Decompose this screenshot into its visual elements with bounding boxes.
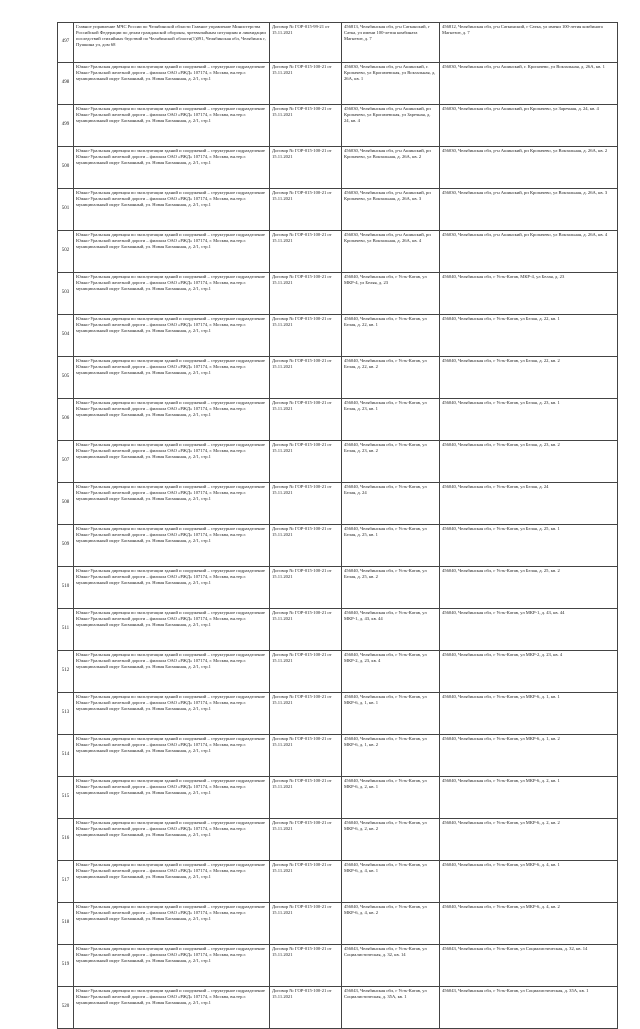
organization-cell: Южно-Уральская дирекция по эксплуатации зданий и сооружений – структурное подразделение Южно-Уральской железной дороги – филиала ОАО «РЖД» 107174, г. Москва, вн.тер.г. муниципальный округ Басманный, ул. Новая Басманная, д. 2/1, стр.1 [74,105,270,147]
contract-cell: Договор № ГОР-015-100-21 от 15.11.2021 [270,357,342,399]
table-row [58,357,618,399]
organization-cell: Южно-Уральская дирекция по эксплуатации зданий и сооружений – структурное подразделение Южно-Уральской железной дороги – филиала ОАО «РЖД» 107174, г. Москва, вн.тер.г. муниципальный округ Басманный, ул. Новая Басманная, д. 2/1, стр.1 [74,819,270,861]
organization-cell: Южно-Уральская дирекция по эксплуатации зданий и сооружений – структурное подразделение Южно-Уральской железной дороги – филиала ОАО «РЖД» 107174, г. Москва, вн.тер.г. муниципальный округ Басманный, ул. Новая Басманная, д. 2/1, стр.1 [74,483,270,525]
organization-cell: Южно-Уральская дирекция по эксплуатации зданий и сооружений – структурное подразделение Южно-Уральской железной дороги – филиала ОАО «РЖД» 107174, г. Москва, вн.тер.г. муниципальный округ Басманный, ул. Новая Басманная, д. 2/1, стр.1 [74,315,270,357]
address-alt-cell: 456040, Челябинская обл, г Усть-Катав, ул МКР-6, д. 4, кв. 1 [440,861,618,903]
organization-cell: Южно-Уральская дирекция по эксплуатации зданий и сооружений – структурное подразделение Южно-Уральской железной дороги – филиала ОАО «РЖД» 107174, г. Москва, вн.тер.г. муниципальный округ Басманный, ул. Новая Басманная, д. 2/1, стр.1 [74,651,270,693]
row-number: 519 [58,945,74,987]
organization-cell: Южно-Уральская дирекция по эксплуатации зданий и сооружений – структурное подразделение Южно-Уральской железной дороги – филиала ОАО «РЖД» 107174, г. Москва, вн.тер.г. муниципальный округ Басманный, ул. Новая Басманная, д. 2/1, стр.1 [74,945,270,987]
table-row [58,567,618,609]
contract-cell: Договор № ГОР-015-100-21 от 15.11.2021 [270,189,342,231]
row-number: 506 [58,399,74,441]
contract-cell: Договор № ГОР-015-100-21 от 15.11.2021 [270,231,342,273]
address-alt-cell: 456043, Челябинская обл, г Усть-Катав, ул Социалистическая, д. 32, кв. 14 [440,945,618,987]
table-row [58,861,618,903]
address-alt-cell: 456040, Челябинская обл, г Усть-Катав, ул Белая, д. 22, кв. 1 [440,315,618,357]
row-number: 497 [58,23,74,63]
contract-cell: Договор № ГОР-015-100-21 от 15.11.2021 [270,735,342,777]
row-number: 508 [58,483,74,525]
table-row [58,147,618,189]
row-number: 518 [58,903,74,945]
table-row [58,273,618,315]
registry-table-body [58,23,618,1029]
contract-cell: Договор № ГОР-015-100-21 от 15.11.2021 [270,609,342,651]
table-row [58,23,618,63]
contract-cell: Договор № ГОР-015-100-21 от 15.11.2021 [270,525,342,567]
row-number: 503 [58,273,74,315]
row-number: 499 [58,105,74,147]
address-alt-cell: 456040, Челябинская обл, г Усть-Катав, ул МКР-6, д. 1, кв. 2 [440,735,618,777]
address-cell: 456040, Челябинская обл, г Усть-Катав, ул МКР-4, ул Беляя, д. 23 [342,273,440,315]
contract-cell: Договор № ГОР-015-100-21 от 15.11.2021 [270,273,342,315]
contract-cell: Договор № ГОР-015-100-21 от 15.11.2021 [270,651,342,693]
address-cell: 456040, Челябинская обл, г Усть-Катав, ул МКР-1, д. 43, кв. 44 [342,609,440,651]
contract-cell: Договор № ГОР-015-100-21 от 15.11.2021 [270,861,342,903]
organization-cell: Южно-Уральская дирекция по эксплуатации зданий и сооружений – структурное подразделение Южно-Уральской железной дороги – филиала ОАО «РЖД» 107174, г. Москва, вн.тер.г. муниципальный округ Басманный, ул. Новая Басманная, д. 2/1, стр.1 [74,777,270,819]
organization-cell: Южно-Уральская дирекция по эксплуатации зданий и сооружений – структурное подразделение Южно-Уральской железной дороги – филиала ОАО «РЖД» 107174, г. Москва, вн.тер.г. муниципальный округ Басманный, ул. Новая Басманная, д. 2/1, стр.1 [74,735,270,777]
address-alt-cell: 456040, Челябинская обл, г Усть-Катав, ул МКР-1, д. 43, кв. 44 [440,609,618,651]
table-row [58,777,618,819]
table-row [58,399,618,441]
address-cell: 456030, Челябинская обл, р-н Ашинский, рп Кропачево, ул Вокзальная, д. 26А, кв. 4 [342,231,440,273]
row-number: 505 [58,357,74,399]
row-number: 498 [58,63,74,105]
contract-cell: Договор № ГОР-015-100-21 от 15.11.2021 [270,441,342,483]
organization-cell: Южно-Уральская дирекция по эксплуатации зданий и сооружений – структурное подразделение Южно-Уральской железной дороги – филиала ОАО «РЖД» 107174, г. Москва, вн.тер.г. муниципальный округ Басманный, ул. Новая Басманная, д. 2/1, стр.1 [74,147,270,189]
address-cell: 456040, Челябинская обл, г Усть-Катав, ул Белая, д. 25, кв. 2 [342,567,440,609]
table-row [58,693,618,735]
table-row [58,651,618,693]
row-number: 515 [58,777,74,819]
address-alt-cell: 456030, Челябинская обл, р-н Ашинский, рп Кропачево, ул Вокзальная, д. 26А, кв. 3 [440,189,618,231]
row-number: 502 [58,231,74,273]
address-cell: 456043, Челябинская обл, г Усть-Катав, ул Социалистическая, д. 35А, кв. 1 [342,987,440,1029]
registry-table [57,22,618,1029]
address-alt-cell: 456040, Челябинская обл, г Усть-Катав, ул МКР-6, д. 1, кв. 1 [440,693,618,735]
address-cell: 456030, Челябинская обл, р-н Ашинский, рп Кропачево, ул Вокзальная, д. 26А, кв. 2 [342,147,440,189]
address-alt-cell: 456030, Челябинская обл, р-н Ашинский, рп Кропачево, ул Вокзальная, д. 26А, кв. 4 [440,231,618,273]
organization-cell: Южно-Уральская дирекция по эксплуатации зданий и сооружений – структурное подразделение Южно-Уральской железной дороги – филиала ОАО «РЖД» 107174, г. Москва, вн.тер.г. муниципальный округ Басманный, ул. Новая Басманная, д. 2/1, стр.1 [74,609,270,651]
address-cell: 456040, Челябинская обл, г Усть-Катав, ул Белая, д. 24 [342,483,440,525]
address-alt-cell: 456040, Челябинская обл, г Усть-Катав, ул Белая, д. 22, кв. 2 [440,357,618,399]
table-row [58,63,618,105]
row-number: 504 [58,315,74,357]
address-cell: 456813, Челябинская обл, р-н Сатканский, г Сатка, ул имени 100-летия комбината Магнезит, д. 7 [342,23,440,63]
address-alt-cell: 456040, Челябинская обл, г Усть-Катав, ул Белая, д. 25, кв. 2 [440,567,618,609]
address-cell: 456040, Челябинская обл, г Усть-Катав, ул МКР-6, д. 2, кв. 2 [342,819,440,861]
table-row [58,441,618,483]
table-row [58,483,618,525]
contract-cell: Договор № ГОР-015-100-21 от 15.11.2021 [270,819,342,861]
address-cell: 456030, Челябинская обл, р-н Ашинский, рп Кропачево, ул Кропачевская, ул Заречная, д. 24, кв. 4 [342,105,440,147]
address-alt-cell: 456040, Челябинская обл, г Усть-Катав, ул МКР-6, д. 2, кв. 2 [440,819,618,861]
address-cell: 456040, Челябинская обл, г Усть-Катав, ул МКР-6, д. 1, кв. 1 [342,693,440,735]
organization-cell: Южно-Уральская дирекция по эксплуатации зданий и сооружений – структурное подразделение Южно-Уральской железной дороги – филиала ОАО «РЖД» 107174, г. Москва, вн.тер.г. муниципальный округ Басманный, ул. Новая Басманная, д. 2/1, стр.1 [74,987,270,1029]
table-row [58,525,618,567]
address-alt-cell: 456040, Челябинская обл, г Усть-Катав, ул Белая, д. 25, кв. 1 [440,525,618,567]
organization-cell: Южно-Уральская дирекция по эксплуатации зданий и сооружений – структурное подразделение Южно-Уральской железной дороги – филиала ОАО «РЖД» 107174, г. Москва, вн.тер.г. муниципальный округ Басманный, ул. Новая Басманная, д. 2/1, стр.1 [74,399,270,441]
table-row [58,231,618,273]
organization-cell: Южно-Уральская дирекция по эксплуатации зданий и сооружений – структурное подразделение Южно-Уральской железной дороги – филиала ОАО «РЖД» 107174, г. Москва, вн.тер.г. муниципальный округ Басманный, ул. Новая Басманная, д. 2/1, стр.1 [74,441,270,483]
contract-cell: Договор № ГОР-015-100-21 от 15.11.2021 [270,63,342,105]
address-cell: 456040, Челябинская обл, г Усть-Катав, ул Белая, д. 23, кв. 2 [342,441,440,483]
organization-cell: Южно-Уральская дирекция по эксплуатации зданий и сооружений – структурное подразделение Южно-Уральской железной дороги – филиала ОАО «РЖД» 107174, г. Москва, вн.тер.г. муниципальный округ Басманный, ул. Новая Басманная, д. 2/1, стр.1 [74,189,270,231]
address-alt-cell: 456043, Челябинская обл, г Усть-Катав, ул Социалистическая, д. 35А, кв. 1 [440,987,618,1029]
table-row [58,189,618,231]
contract-cell: Договор № ГОР-015-100-21 от 15.11.2021 [270,777,342,819]
organization-cell: Южно-Уральская дирекция по эксплуатации зданий и сооружений – структурное подразделение Южно-Уральской железной дороги – филиала ОАО «РЖД» 107174, г. Москва, вн.тер.г. муниципальный округ Басманный, ул. Новая Басманная, д. 2/1, стр.1 [74,567,270,609]
table-row [58,315,618,357]
table-row [58,819,618,861]
table-row [58,105,618,147]
address-cell: 456040, Челябинская обл, г Усть-Катав, ул Белая, д. 22, кв. 2 [342,357,440,399]
organization-cell: Южно-Уральская дирекция по эксплуатации зданий и сооружений – структурное подразделение Южно-Уральской железной дороги – филиала ОАО «РЖД» 107174, г. Москва, вн.тер.г. муниципальный округ Басманный, ул. Новая Басманная, д. 2/1, стр.1 [74,693,270,735]
row-number: 514 [58,735,74,777]
table-row [58,609,618,651]
address-alt-cell: 456040, Челябинская обл, г Усть-Катав, ул МКР-6, д. 4, кв. 2 [440,903,618,945]
table-row [58,735,618,777]
address-cell: 456040, Челябинская обл, г Усть-Катав, ул Белая, д. 22, кв. 1 [342,315,440,357]
address-alt-cell: 456040, Челябинская обл, г Усть-Катав, МКР-4, ул Белая, д. 23 [440,273,618,315]
organization-cell: Южно-Уральская дирекция по эксплуатации зданий и сооружений – структурное подразделение Южно-Уральской железной дороги – филиала ОАО «РЖД» 107174, г. Москва, вн.тер.г. муниципальный округ Басманный, ул. Новая Басманная, д. 2/1, стр.1 [74,63,270,105]
organization-cell: Южно-Уральская дирекция по эксплуатации зданий и сооружений – структурное подразделение Южно-Уральской железной дороги – филиала ОАО «РЖД» 107174, г. Москва, вн.тер.г. муниципальный округ Басманный, ул. Новая Басманная, д. 2/1, стр.1 [74,273,270,315]
row-number: 501 [58,189,74,231]
address-alt-cell: 456030, Челябинская обл, р-н Ашинский, рп Кропачево, ул Заречная, д. 24, кв. 4 [440,105,618,147]
address-alt-cell: 456030, Челябинская обл, р-н Ашинский, г. Кропачево, ул Вокзальная, д. 26А, кв. 1 [440,63,618,105]
table-row [58,903,618,945]
organization-cell: Южно-Уральская дирекция по эксплуатации зданий и сооружений – структурное подразделение Южно-Уральской железной дороги – филиала ОАО «РЖД» 107174, г. Москва, вн.тер.г. муниципальный округ Басманный, ул. Новая Басманная, д. 2/1, стр.1 [74,231,270,273]
contract-cell: Договор № ГОР-015-100-21 от 15.11.2021 [270,483,342,525]
row-number: 513 [58,693,74,735]
address-alt-cell: 456040, Челябинская обл, г Усть-Катав, ул МКР-2, д. 23, кв. 4 [440,651,618,693]
contract-cell: Договор № ГОР-015-100-21 от 15.11.2021 [270,693,342,735]
organization-cell: Южно-Уральская дирекция по эксплуатации зданий и сооружений – структурное подразделение Южно-Уральской железной дороги – филиала ОАО «РЖД» 107174, г. Москва, вн.тер.г. муниципальный округ Басманный, ул. Новая Басманная, д. 2/1, стр.1 [74,861,270,903]
address-cell: 456040, Челябинская обл, г Усть-Катав, ул МКР-6, д. 1, кв. 2 [342,735,440,777]
row-number: 510 [58,567,74,609]
address-cell: 456030, Челябинская обл, р-н Ашинский, г. Кропачево, ул Кропачевская, ул Вокзальная, д. 26А, кв. 1 [342,63,440,105]
contract-cell: Договор № ГОР-015-100-21 от 15.11.2021 [270,105,342,147]
organization-cell: Главное управление МЧС России по Челябинской области Главное управление Министерства Российской Федерации по делам гражданской обороны, чрезвычайным ситуациям и ликвидации последствий стихийных бедствий по Челябинской области(1)091, Челябинская обл, Челябинск г, Пушкина ул, дом 68 [74,23,270,63]
organization-cell: Южно-Уральская дирекция по эксплуатации зданий и сооружений – структурное подразделение Южно-Уральской железной дороги – филиала ОАО «РЖД» 107174, г. Москва, вн.тер.г. муниципальный округ Басманный, ул. Новая Басманная, д. 2/1, стр.1 [74,525,270,567]
organization-cell: Южно-Уральская дирекция по эксплуатации зданий и сооружений – структурное подразделение Южно-Уральской железной дороги – филиала ОАО «РЖД» 107174, г. Москва, вн.тер.г. муниципальный округ Басманный, ул. Новая Басманная, д. 2/1, стр.1 [74,357,270,399]
row-number: 500 [58,147,74,189]
address-cell: 456040, Челябинская обл, г Усть-Катав, ул МКР-6, д. 2, кв. 1 [342,777,440,819]
contract-cell: Договор № ГОР-015-99-21 от 15.11.2021 [270,23,342,63]
address-alt-cell: 456030, Челябинская обл, р-н Ашинский, рп Кропачево, ул Вокзальная, д. 26А, кв. 2 [440,147,618,189]
table-row [58,945,618,987]
organization-cell: Южно-Уральская дирекция по эксплуатации зданий и сооружений – структурное подразделение Южно-Уральской железной дороги – филиала ОАО «РЖД» 107174, г. Москва, вн.тер.г. муниципальный округ Басманный, ул. Новая Басманная, д. 2/1, стр.1 [74,903,270,945]
contract-cell: Договор № ГОР-015-100-21 от 15.11.2021 [270,945,342,987]
address-alt-cell: 456040, Челябинская обл, г Усть-Катав, ул Белая, д. 23, кв. 1 [440,399,618,441]
address-cell: 456040, Челябинская обл, г Усть-Катав, ул МКР-6, д. 4, кв. 1 [342,861,440,903]
contract-cell: Договор № ГОР-015-100-21 от 15.11.2021 [270,567,342,609]
address-cell: 456030, Челябинская обл, р-н Ашинский, рп Кропачево, ул Вокзальная, д. 26А, кв. 3 [342,189,440,231]
address-alt-cell: 456040, Челябинская обл, г Усть-Катав, ул Белая, д. 24 [440,483,618,525]
contract-cell: Договор № ГОР-015-100-21 от 15.11.2021 [270,399,342,441]
row-number: 516 [58,819,74,861]
contract-cell: Договор № ГОР-015-100-21 от 15.11.2021 [270,147,342,189]
address-alt-cell: 456040, Челябинская обл, г Усть-Катав, ул МКР-6, д. 2, кв. 1 [440,777,618,819]
address-cell: 456040, Челябинская обл, г Усть-Катав, ул МКР-6, д. 4, кв. 2 [342,903,440,945]
row-number: 512 [58,651,74,693]
row-number: 511 [58,609,74,651]
address-cell: 456040, Челябинская обл, г Усть-Катав, ул Белая, д. 23, кв. 1 [342,399,440,441]
address-cell: 456040, Челябинская обл, г Усть-Катав, ул Белая, д. 25, кв. 1 [342,525,440,567]
row-number: 509 [58,525,74,567]
table-row [58,987,618,1029]
address-alt-cell: 456040, Челябинская обл, г Усть-Катав, ул Белая, д. 23, кв. 2 [440,441,618,483]
row-number: 520 [58,987,74,1029]
address-cell: 456040, Челябинская обл, г Усть-Катав, ул МКР-2, д. 23, кв. 4 [342,651,440,693]
address-alt-cell: 456812, Челябинская обл, р-н Саткинский, г Сатка, ул имени 100-летия комбината Магнезит, д. 7 [440,23,618,63]
address-cell: 456043, Челябинская обл, г Усть-Катав, ул Социалистическая, д. 32, кв. 14 [342,945,440,987]
row-number: 507 [58,441,74,483]
contract-cell: Договор № ГОР-015-100-21 от 15.11.2021 [270,903,342,945]
contract-cell: Договор № ГОР-015-100-21 от 15.11.2021 [270,987,342,1029]
row-number: 517 [58,861,74,903]
contract-cell: Договор № ГОР-015-100-21 от 15.11.2021 [270,315,342,357]
